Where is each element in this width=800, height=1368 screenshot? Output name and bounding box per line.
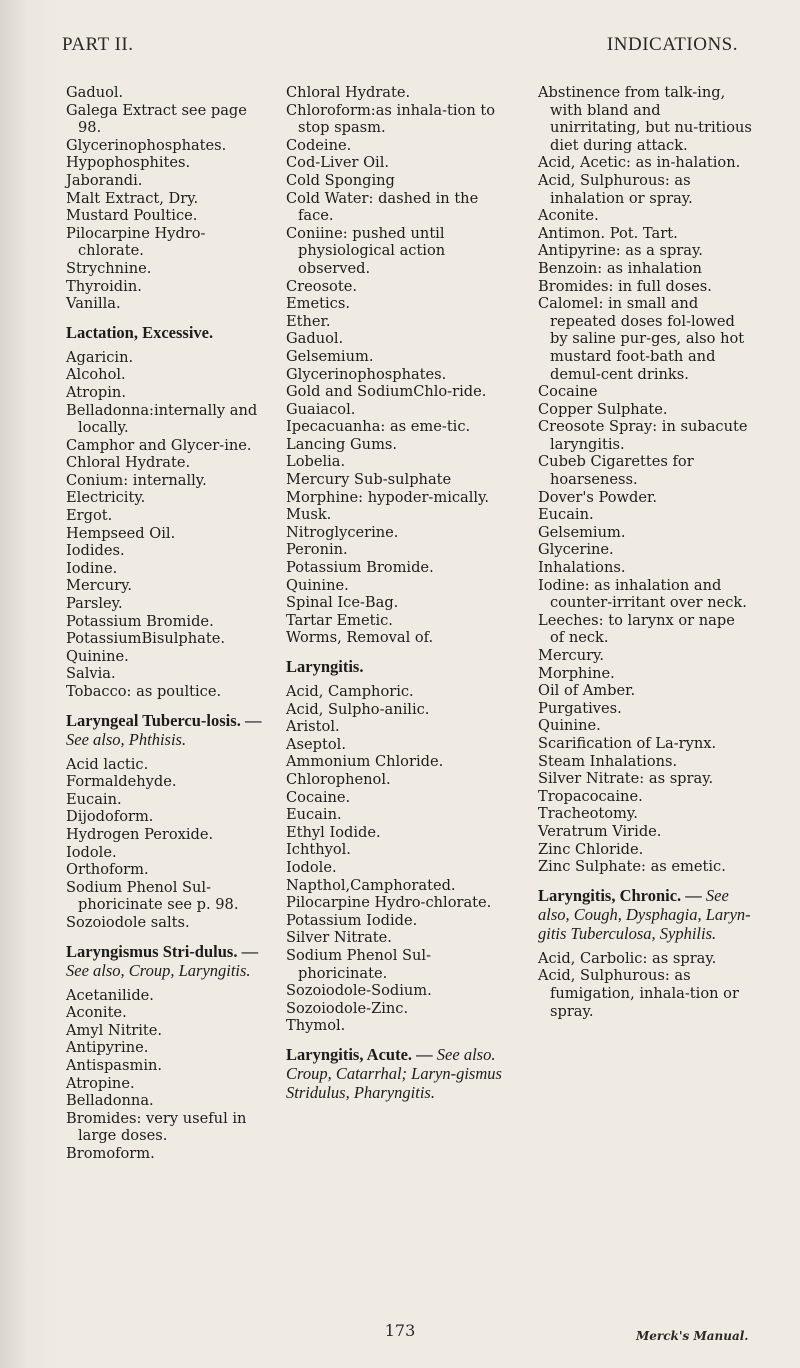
index-entry: Zinc Sulphate: as emetic. [538,858,726,876]
index-entry: Steam Inhalations. [538,752,678,770]
index-entry: Coniine: pushed until physiological action observed. [286,224,446,277]
index-entry: Conium: internally. [66,471,207,489]
index-entry: Codeine. [286,136,352,154]
index-entry: Peronin. [286,541,348,559]
index-section [66,711,270,932]
column-1 [66,84,270,1162]
heading-text: Lactation, Excessive. [66,322,214,342]
index-entry: Thymol. [286,1017,346,1035]
index-entry: Strychnine. [66,259,152,277]
index-entry: Mercury Sub-sulphate [286,471,452,489]
index-entry: Hempseed Oil. [66,524,176,542]
index-entry: Belladonna. [66,1092,154,1110]
index-entry: Thyroidin. [66,277,142,295]
index-entry: Chloral Hydrate. [286,84,411,101]
index-entry: Emetics. [286,295,350,313]
index-entry: Eucain. [286,806,342,824]
index-entry: Glycerinophosphates. [66,136,227,154]
heading-text: Laryngismus Stri-dulus. — [66,941,259,961]
index-entry: Ether. [286,312,331,330]
index-entry: Gaduol. [286,330,344,348]
index-entry: Sodium Phenol Sul-phoricinate see p. 98. [66,878,239,914]
index-entry: Mercury. [538,647,605,664]
index-entry: Acid lactic. [66,755,149,773]
index-entry: Chlorophenol. [286,770,391,788]
index-entry: Eucain. [66,790,122,808]
index-entry: Glycerine. [538,541,614,559]
index-entry: Spinal Ice-Bag. [286,594,399,612]
index-entry: Silver Nitrate: as spray. [538,770,714,788]
index-entry: Orthoform. [66,861,149,879]
see-also-reference: See also, Phthisis. [66,729,187,749]
index-entry: Galega Extract see page 98. [66,101,247,137]
index-entry: Acetanilide. [66,986,154,1004]
index-entry: Morphine: hypoder-mically. [286,488,490,506]
index-entry: Agaricin. [66,348,134,366]
section-heading [66,942,270,980]
index-entry: Quinine. [286,576,349,594]
index-entry: Tracheotomy. [538,805,638,823]
index-entry: Amyl Nitrite. [66,1021,163,1039]
index-entry: Cod-Liver Oil. [286,154,390,172]
index-entry: Dijodoform. [66,808,154,826]
index-entry: Abstinence from talk-ing, with bland and unirritating, but nu-tritious diet during attack. [538,84,752,154]
column-3 [538,84,752,1020]
index-entry: Sozoiodole-Zinc. [286,999,409,1017]
index-entry: PotassiumBisulphate. [66,630,225,648]
index-entry: Hydrogen Peroxide. [66,825,214,843]
index-entry: Iodole. [66,843,117,861]
index-entry: Aconite. [66,1004,127,1022]
index-entry: Guaiacol. [286,400,356,418]
index-entry: Mercury. [66,577,133,595]
index-entry: Benzoin: as inhalation [538,259,702,277]
index-entry: Camphor and Glycer-ine. [66,436,252,454]
index-entry: Creosote Spray: in subacute laryngitis. [538,418,748,453]
column-2 [286,84,514,1109]
index-entry: Dover's Powder. [538,488,657,506]
section-heading [286,1045,514,1102]
index-entry: Potassium Bromide. [286,559,434,577]
index-entry: Inhalations. [538,559,626,577]
index-entry: Iodides. [66,542,125,560]
index-entry: Ammonium Chloride. [286,753,444,771]
index-entry: Aconite. [538,207,599,225]
index-entry: Cocaine [538,383,598,401]
publisher-mark: Merck's Manual. [636,1329,749,1343]
header-part: PART II. [62,34,134,55]
index-entry: Acid, Camphoric. [286,683,414,700]
index-entry: Quinine. [66,647,129,665]
index-entry: Iodine: as inhalation and counter-irritant over neck. [538,576,747,612]
index-entry: Musk. [286,506,332,524]
index-section [286,657,514,1035]
index-entry: Sozoiodole salts. [66,913,190,931]
index-entry: Tropacocaine. [538,787,643,805]
index-entry: Iodine. [66,559,118,577]
index-entry: Pilocarpine Hydro-chlorate. [66,224,206,260]
index-entry: Bromides: very useful in large doses. [66,1109,247,1145]
index-entry: Parsley. [66,595,123,613]
index-entry: Formaldehyde. [66,773,177,791]
index-entry: Morphine. [538,664,615,682]
index-entry: Zinc Chloride. [538,840,644,858]
index-entry: Creosote. [286,277,357,295]
index-section [538,886,752,1020]
index-entry: Belladonna:internally and locally. [66,401,258,437]
index-section [286,84,514,647]
header-title: INDICATIONS. [606,34,738,55]
index-entry: Sodium Phenol Sul-phoricinate. [286,946,432,982]
section-heading [538,886,752,943]
index-entry: Atropin. [66,383,126,401]
index-entry: Tartar Emetic. [286,611,393,629]
index-entry: Ethyl Iodide. [286,823,381,841]
section-heading [66,711,270,749]
index-entry: Iodole. [286,858,337,876]
index-entry: Worms, Removal of. [286,629,434,647]
index-entry: Malt Extract, Dry. [66,189,199,207]
index-entry: Antipyrine: as a spray. [538,242,703,260]
index-entry: Calomel: in small and repeated doses fol-lowed by saline pur-ges, also hot mustard foot-bath and demul-cent drinks. [538,295,745,383]
heading-text: Laryngitis, Chronic. — [538,885,702,905]
index-entry: Glycerinophosphates. [286,365,447,383]
index-entry: Potassium Iodide. [286,911,418,929]
index-entry: Acid, Acetic: as in-halation. [538,154,741,172]
index-entry: Acid, Sulphurous: as inhalation or spray. [538,171,693,207]
index-entry: Eucain. [538,506,594,524]
index-entry: Veratrum Viride. [538,822,662,840]
index-entry: Lancing Gums. [286,435,398,453]
page-header [62,34,738,56]
index-entry: Scarification of La-rynx. [538,734,717,752]
index-entry: Atropine. [66,1074,135,1092]
index-entry: Chloral Hydrate. [66,454,191,472]
index-entry: Copper Sulphate. [538,400,668,418]
index-section [66,323,270,701]
index-entry: Vanilla. [66,295,121,313]
heading-text: Laryngitis. [286,657,364,676]
index-entry: Nitroglycerine. [286,523,399,541]
index-entry: Tobacco: as poultice. [66,683,222,700]
index-entry: Bromoform. [66,1144,155,1162]
index-entry: Gelsemium. [286,347,374,365]
index-entry: Purgatives. [538,699,622,717]
index-entry: Cold Sponging [286,171,395,189]
index-entry: Silver Nitrate. [286,929,392,947]
index-entry: Alcohol. [66,366,126,384]
index-entry: Quinine. [538,717,601,735]
index-entry: Acid, Carbolic: as spray. [538,949,717,967]
index-entry: Antispasmin. [66,1056,163,1074]
index-entry: Cubeb Cigarettes for hoarseness. [538,453,694,489]
index-entry: Ipecacuanha: as eme-tic. [286,418,471,436]
index-entry: Gelsemium. [538,523,626,541]
index-entry: Hypophosphites. [66,154,191,172]
index-entry: Gaduol. [66,84,124,101]
index-entry: Napthol,Camphorated. [286,876,456,894]
index-entry: Mustard Poultice. [66,207,198,225]
section-heading [286,657,514,676]
index-entry: Jaborandi. [66,171,143,189]
index-entry: Sozoiodole-Sodium. [286,982,432,1000]
index-entry: Pilocarpine Hydro-chlorate. [286,894,492,912]
index-entry: Bromides: in full doses. [538,277,712,295]
index-section [66,942,270,1163]
index-entry: Ergot. [66,507,113,525]
see-also-reference: See also. Croup, Catarrhal; Laryn-gismus Stridulus, Pharyngitis. [286,1044,502,1102]
index-entry: Electricity. [66,489,146,507]
index-entry: Gold and SodiumChlo-ride. [286,383,487,401]
index-section [538,84,752,876]
index-section [286,1045,514,1102]
index-entry: Chloroform:as inhala-tion to stop spasm. [286,101,496,137]
index-entry: Oil of Amber. [538,682,636,700]
page-number: 173 [384,1321,416,1340]
index-entry: Acid, Sulpho-anilic. [286,700,430,718]
index-entry: Antipyrine. [66,1039,149,1057]
index-entry: Salvia. [66,665,116,683]
index-entry: Ichthyol. [286,841,351,859]
index-entry: Aseptol. [286,735,346,753]
index-entry: Leeches: to larynx or nape of neck. [538,611,735,647]
section-heading [66,323,270,342]
index-entry: Potassium Bromide. [66,612,214,630]
see-also-reference: See also, Croup, Laryngitis. [66,960,251,980]
index-entry: Aristol. [286,718,340,736]
heading-text: Laryngeal Tubercu-losis. — [66,710,262,730]
index-entry: Cocaine. [286,788,351,806]
index-entry: Antimon. Pot. Tart. [538,224,678,242]
index-entry: Acid, Sulphurous: as fumigation, inhala-tion or spray. [538,967,739,1020]
see-also-reference: See also, Cough, Dysphagia, Laryn-gitis Tuberculosa, Syphilis. [538,885,751,943]
index-entry: Cold Water: dashed in the face. [286,189,479,225]
index-entry: Lobelia. [286,453,346,471]
index-section [66,84,270,313]
heading-text: Laryngitis, Acute. — [286,1044,433,1064]
